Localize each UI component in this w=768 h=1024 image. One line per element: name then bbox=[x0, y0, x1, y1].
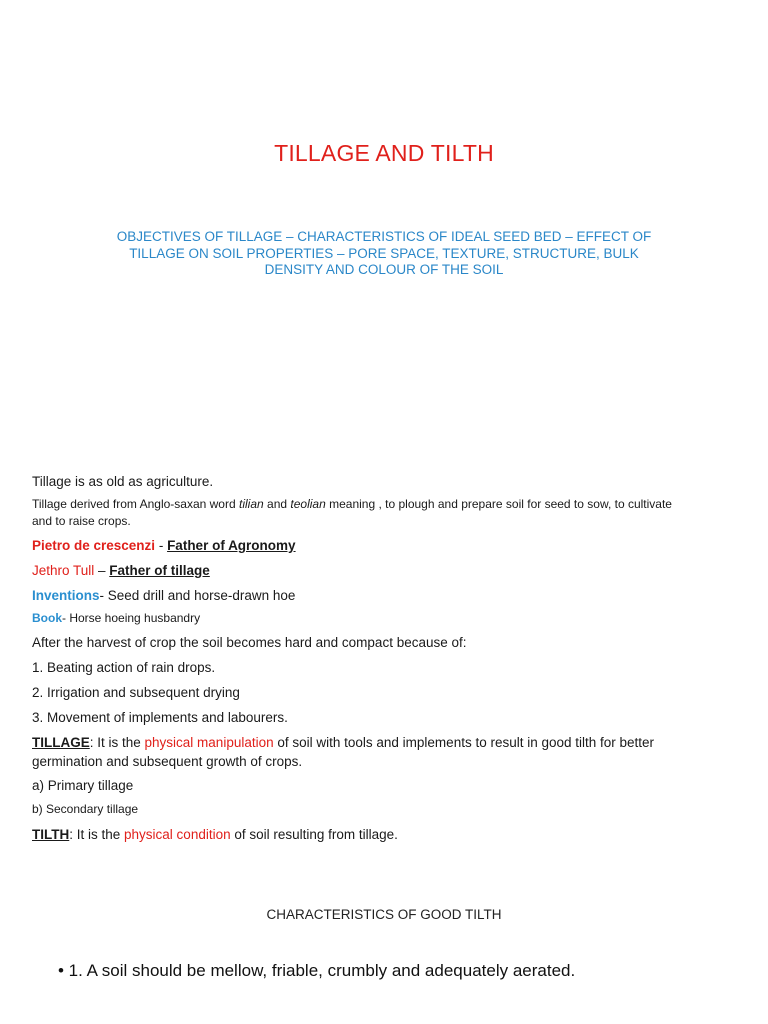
jethro-name: Jethro Tull bbox=[32, 563, 95, 578]
book-text: - Horse hoeing husbandry bbox=[62, 611, 201, 625]
inventions-line bbox=[32, 586, 732, 605]
inventions-label: Inventions bbox=[32, 588, 100, 603]
section-heading: CHARACTERISTICS OF GOOD TILTH bbox=[266, 907, 502, 922]
jethro-title: Father of tillage bbox=[109, 563, 210, 578]
tillage-type-primary: a) Primary tillage bbox=[32, 778, 134, 793]
tilth-def-text-1: : It is the bbox=[69, 827, 125, 842]
pietro-sep: - bbox=[155, 538, 168, 553]
pietro-name: Pietro de crescenzi bbox=[32, 538, 156, 553]
cause-item-1: 1. Beating action of rain drops. bbox=[32, 660, 216, 675]
tillage-type-secondary: b) Secondary tillage bbox=[32, 802, 139, 816]
tillage-definition bbox=[32, 733, 722, 771]
intro-line: Tillage is as old as agriculture. bbox=[32, 474, 214, 489]
tillage-def-text-1: : It is the bbox=[89, 735, 145, 750]
book-label: Book bbox=[32, 611, 62, 625]
page-title: TILLAGE AND TILTH bbox=[274, 140, 494, 166]
pietro-line bbox=[32, 536, 732, 555]
cause-item-2: 2. Irrigation and subsequent drying bbox=[32, 685, 240, 700]
tilth-def-highlight: physical condition bbox=[124, 827, 231, 842]
page-subtitle: OBJECTIVES OF TILLAGE – CHARACTERISTICS OF IDEAL SEED BED – EFFECT OF TILLAGE ON SOIL PROPERTIES – PORE SPACE, TEXTURE, STRUCTURE, BULK DENSITY AND COLOUR OF THE SOIL bbox=[116, 229, 652, 277]
derived-text-3: meaning , to plough and prepare soil for seed to sow, to cultivate and to raise crops. bbox=[32, 497, 672, 528]
jethro-sep: – bbox=[94, 563, 110, 578]
tilth-term: TILTH bbox=[32, 827, 70, 842]
pietro-title: Father of Agronomy bbox=[167, 538, 296, 553]
derived-paragraph bbox=[32, 496, 692, 530]
tillage-def-text-2: of soil with tools and implements to result in good tilth for better germination and subsequent growth of crops. bbox=[32, 735, 655, 769]
book-line bbox=[32, 610, 732, 627]
bullet-item-1: • 1. A soil should be mellow, friable, crumbly and adequately aerated. bbox=[58, 961, 576, 980]
derived-text-2: and bbox=[263, 497, 291, 511]
tilth-def-text-2: of soil resulting from tillage. bbox=[230, 827, 398, 842]
derived-word-tilian: tilian bbox=[239, 497, 264, 511]
derived-word-teolian: teolian bbox=[290, 497, 326, 511]
inventions-text: - Seed drill and horse-drawn hoe bbox=[99, 588, 296, 603]
cause-item-3: 3. Movement of implements and labourers. bbox=[32, 710, 288, 725]
harvest-line: After the harvest of crop the soil becomes hard and compact because of: bbox=[32, 635, 467, 650]
tillage-term: TILLAGE bbox=[32, 735, 90, 750]
derived-text-1: Tillage derived from Anglo-saxan word bbox=[32, 497, 239, 511]
tillage-def-highlight: physical manipulation bbox=[144, 735, 274, 750]
tilth-definition bbox=[32, 825, 732, 844]
jethro-line bbox=[32, 561, 732, 580]
